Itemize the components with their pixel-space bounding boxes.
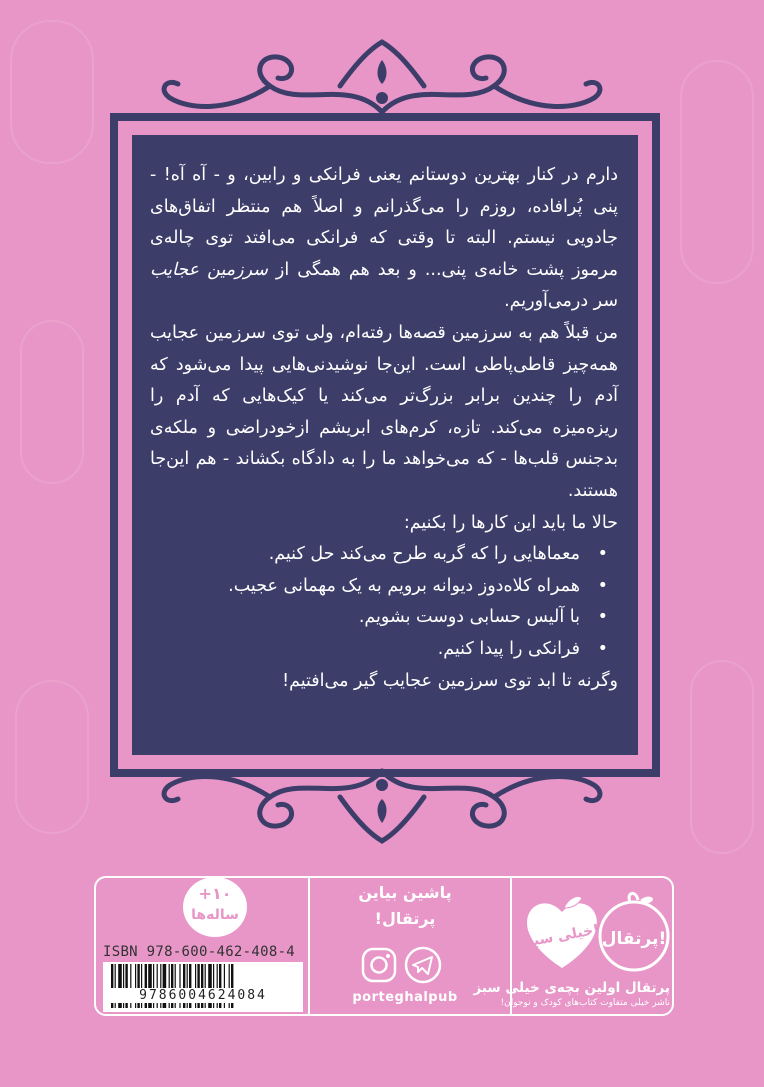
task-list-item: • فرانکی را پیدا کنیم. xyxy=(150,634,618,666)
telegram-icon[interactable] xyxy=(404,946,442,984)
wonderland-emphasis: سرزمین عجایب xyxy=(150,259,268,280)
top-ornament xyxy=(0,38,764,118)
social-call-to-action xyxy=(330,880,480,932)
task-list-item: • معماهایی را که گربه طرح می‌کند حل کنیم. xyxy=(150,539,618,571)
barcode xyxy=(103,962,303,1012)
synopsis-paragraph-4: وگرنه تا ابد توی سرزمین عجایب گیر می‌افتیم! xyxy=(282,670,618,691)
apple-heart-logo xyxy=(516,888,608,974)
instagram-icon[interactable] xyxy=(360,946,398,984)
synopsis-paragraph-2: من قبلاً هم به سرزمین قصه‌ها رفته‌ام، ولی توی سرزمین عجایب همه‌چیز قاطی‌پاطی است. این‌جا نوشیدنی‌هایی پیدا می‌شود که آدم را چندین برابر بزرگ‌تر می‌کند یا کیک‌هایی که آدم را ریزه‌میزه می‌کند. تازه، کرم‌های ابریشم ازخودراضی و ملکه‌ی بدجنس قلب‌ها - که می‌خواهد ما را به دادگاه بکشاند - هم این‌جا هستند. xyxy=(150,322,618,501)
age-badge xyxy=(183,877,247,937)
bar-divider xyxy=(308,876,310,1014)
task-list-item: • همراه کلاه‌دوز دیوانه برویم به یک مهمانی عجیب. xyxy=(150,571,618,603)
orange-logo-brand-text: پرتقال! xyxy=(601,929,667,949)
background-doodle xyxy=(20,320,84,484)
social-line-2: پرتقال! xyxy=(374,909,436,928)
social-line-1: پاشین بیاین xyxy=(358,883,452,902)
synopsis-paragraph-1-end: سر درمی‌آوریم. xyxy=(504,291,618,312)
task-list-item: • با آلیس حسابی دوست بشویم. xyxy=(150,602,618,634)
social-handle[interactable]: porteghalpub xyxy=(352,990,458,1005)
synopsis-paragraph-3: حالا ما باید این کارها را بکنیم: xyxy=(403,512,618,533)
publisher-description: ناشر خیلی متفاوت کتاب‌های کودک و نوجوان! xyxy=(500,998,670,1008)
isbn-label: ISBN 978-600-462-408-4 xyxy=(103,944,296,960)
barcode-digits: 9786004624084 xyxy=(103,988,303,1003)
task-list xyxy=(150,539,618,665)
apple-logo-text: خیلی سبز! xyxy=(523,921,601,951)
synopsis-paragraph-1 xyxy=(150,160,618,318)
bottom-ornament xyxy=(0,765,764,845)
age-number: +۱۰ xyxy=(198,884,232,903)
age-unit: ساله‌ها xyxy=(191,907,239,923)
publisher-slogan: پرتقال اولین بچه‌ی خیلی سبز xyxy=(473,980,670,996)
synopsis-paragraph-1-text: دارم در کنار بهترین دوستانم یعنی فرانکی و رابین، و - آه آه! - پنی پُرافاده، روزم را می‌گذرانم و اصلاً هم منتظر اتفاق‌های جادویی نیستم. البته تا وقتی که فرانکی می‌افتد توی چاله‌ی مرموز پشت خانه‌ی پنی... و بعد هم همگی از xyxy=(150,165,618,280)
synopsis-text xyxy=(150,160,618,697)
